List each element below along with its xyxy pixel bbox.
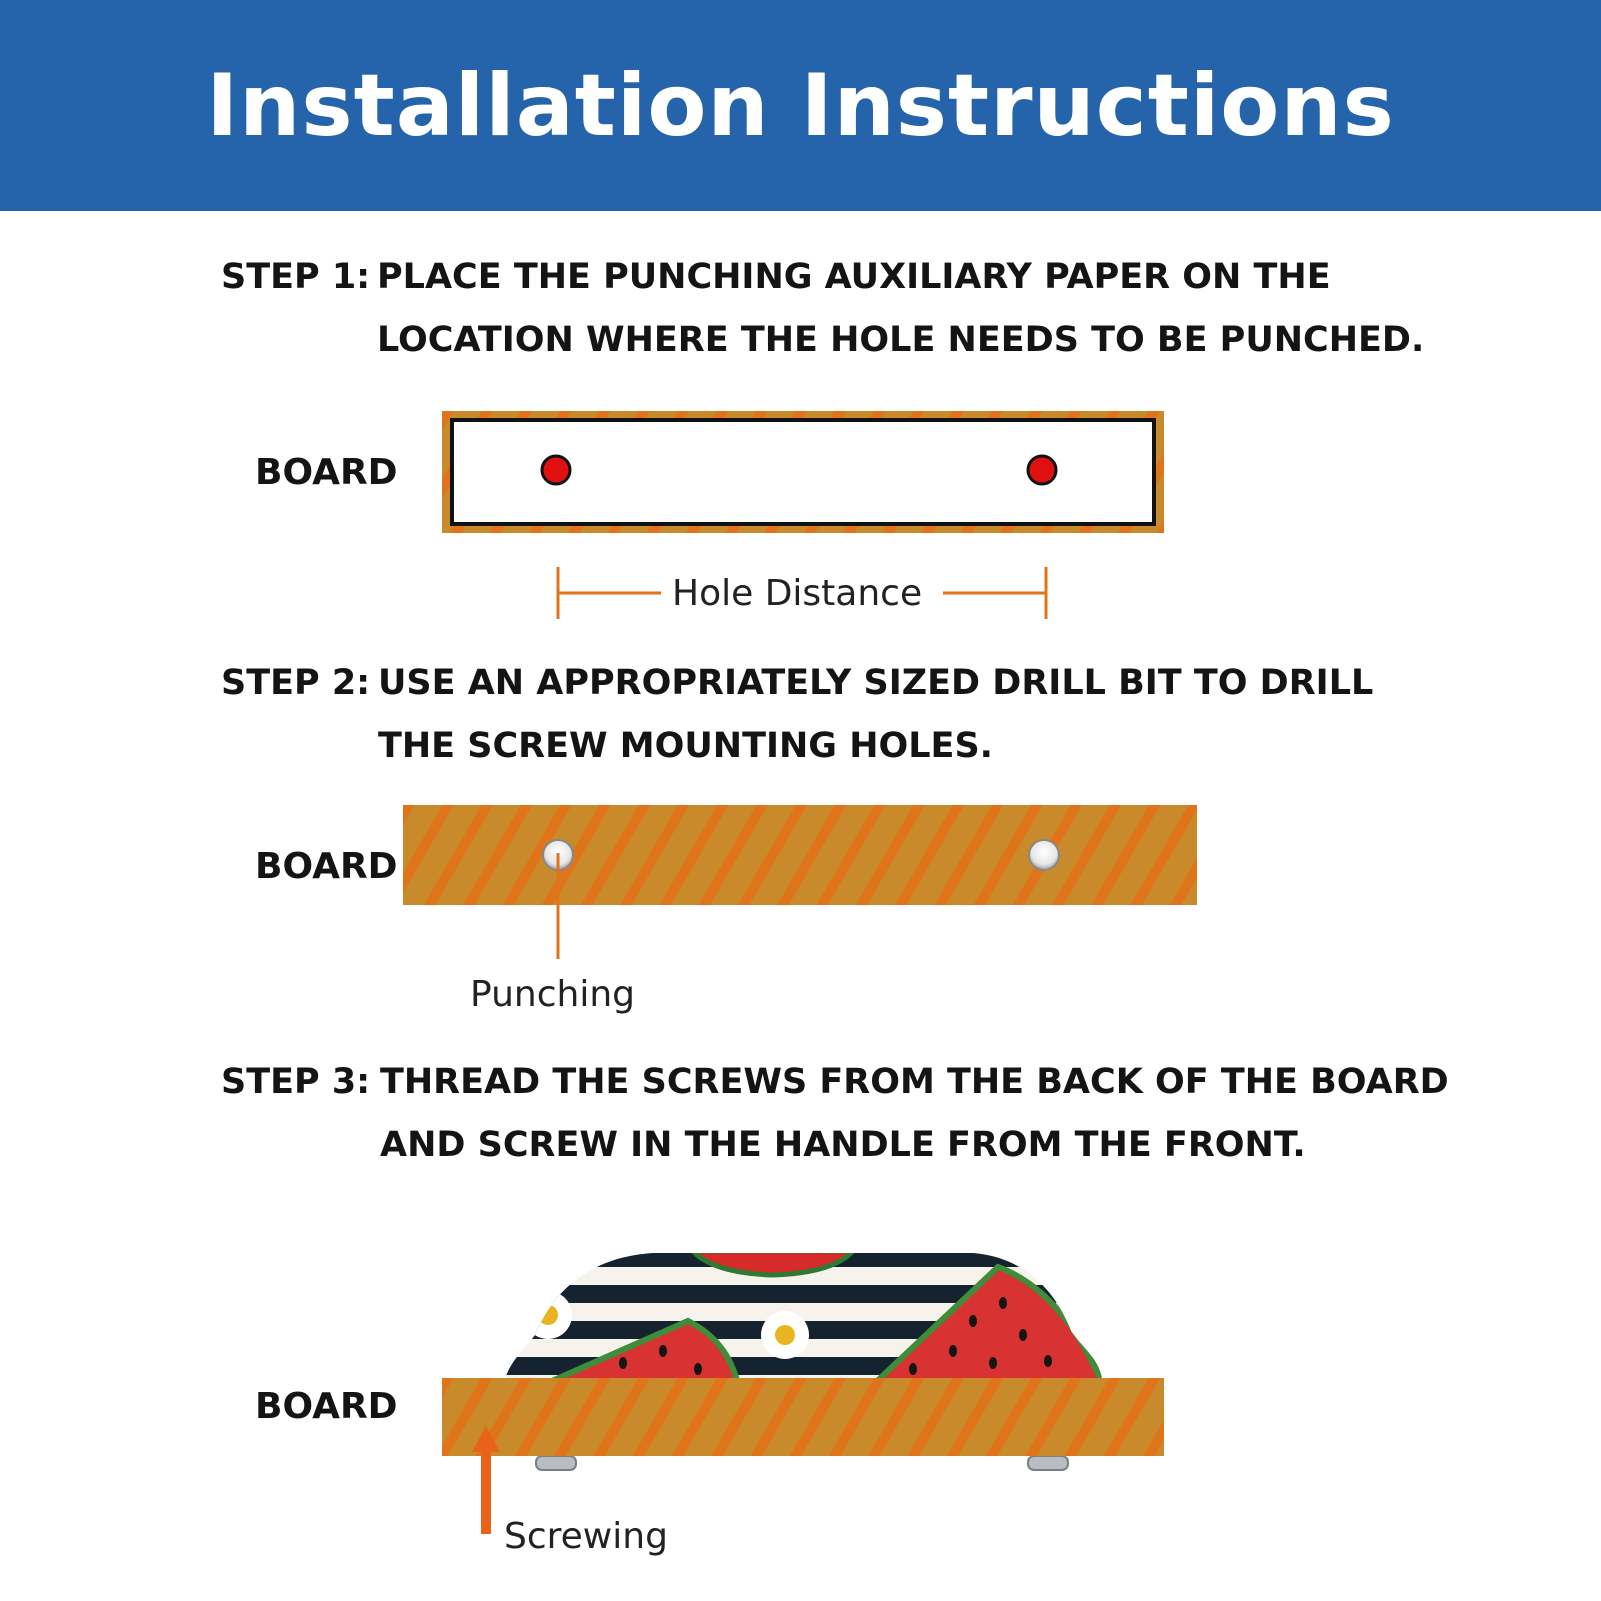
step-2-text-line-2: THE SCREW MOUNTING HOLES.	[378, 726, 993, 766]
board-label-step-3: BOARD	[255, 1386, 398, 1427]
step-3-text-line-1: THREAD THE SCREWS FROM THE BACK OF THE BOARD	[380, 1062, 1449, 1102]
handle-illustration	[503, 1251, 1103, 1385]
board-wood	[442, 1378, 1164, 1456]
drilled-board	[403, 805, 1197, 905]
step-2-label: STEP 2:	[221, 663, 371, 703]
screw-head-left	[534, 1456, 578, 1474]
daisy-flower-center	[761, 1311, 809, 1359]
board-with-paper	[442, 411, 1164, 533]
board-wood	[403, 805, 1197, 905]
punching-pointer-line	[556, 853, 560, 959]
mounting-board	[442, 1378, 1164, 1456]
screwing-arrow-icon	[472, 1426, 500, 1534]
board-label-step-2: BOARD	[255, 846, 398, 887]
screwing-caption: Screwing	[504, 1516, 668, 1557]
hole-marker-left	[542, 456, 570, 484]
step-3-label: STEP 3:	[221, 1062, 371, 1102]
daisy-flower-left	[524, 1291, 572, 1339]
step-3-text-line-2: AND SCREW IN THE HANDLE FROM THE FRONT.	[380, 1125, 1306, 1165]
step-1-text-line-1: PLACE THE PUNCHING AUXILIARY PAPER ON THE	[377, 257, 1331, 297]
hole-distance-caption: Hole Distance	[672, 573, 923, 614]
step-2-text-line-1: USE AN APPROPRIATELY SIZED DRILL BIT TO DRILL	[378, 663, 1374, 703]
page-title: Installation Instructions	[206, 55, 1395, 156]
handle-body	[503, 1251, 1103, 1385]
screw-head-right	[1026, 1456, 1070, 1474]
step-1-text-line-2: LOCATION WHERE THE HOLE NEEDS TO BE PUNCHED.	[377, 320, 1425, 360]
board-label-step-1: BOARD	[255, 452, 398, 493]
drilled-hole-right	[1029, 840, 1059, 870]
punching-caption: Punching	[470, 974, 635, 1015]
hole-marker-right	[1028, 456, 1056, 484]
step-1-label: STEP 1:	[221, 257, 371, 297]
header-banner	[0, 0, 1601, 211]
